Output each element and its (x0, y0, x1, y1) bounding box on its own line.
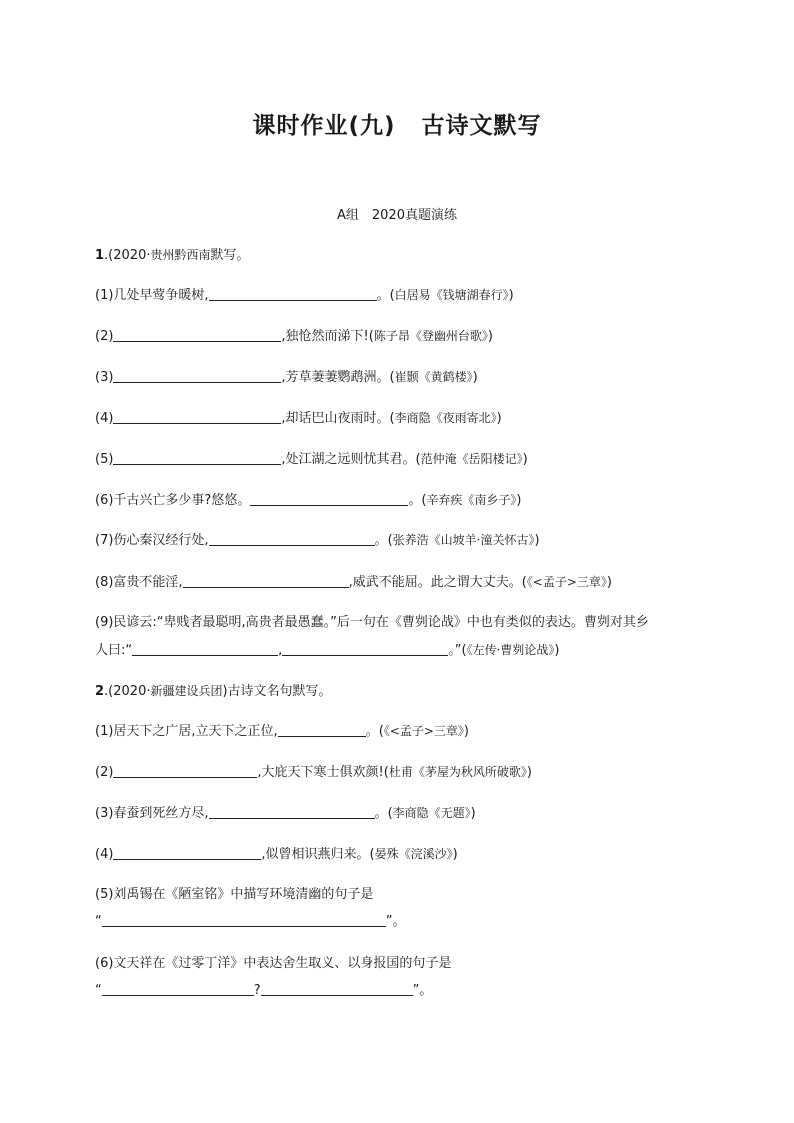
question-2-item-4: (4) ,似曾相识燕归来。(晏殊《浣溪沙》) (95, 847, 458, 862)
question-1-item-9-line-2: 人曰:“ , 。”(《左传·曹刿论战》) (95, 643, 560, 658)
question-2-item-5-line-1: (5)刘禹锡在《陋室铭》中描写环境清幽的句子是 (95, 887, 374, 902)
question-1-item-2: (2) ,独怆然而涕下!(陈子昂《登幽州台歌》) (95, 329, 493, 344)
question-2-header: 2.(2020·新疆建设兵团)古诗文名句默写。 (95, 684, 332, 699)
answer-blank[interactable] (209, 287, 377, 301)
question-1-item-3: (3) ,芳草萋萋鹦鹉洲。(崔颢《黄鹤楼》) (95, 370, 478, 385)
question-1-item-6: (6)千古兴亡多少事?悠悠。 。(辛弃疾《南乡子》) (95, 493, 522, 508)
question-2-item-3: (3)春蚕到死丝方尽, 。(李商隐《无题》) (95, 806, 476, 821)
question-number: 1 (95, 248, 105, 263)
question-2-item-6-line-1: (6)文天祥在《过零丁洋》中表达舍生取义、以身报国的句子是 (95, 956, 452, 971)
answer-blank[interactable] (209, 805, 375, 819)
answer-blank[interactable] (113, 328, 281, 342)
title-main: 课时作业(九) (252, 113, 396, 139)
source-region: 新疆建设兵团 (150, 684, 223, 698)
question-2-item-5-line-2: “ ”。 (95, 914, 406, 929)
question-2-item-2: (2) ,大庇天下寒士俱欢颜!(杜甫《茅屋为秋风所破歌》) (95, 765, 532, 780)
answer-blank[interactable] (102, 982, 254, 996)
answer-blank[interactable] (113, 764, 257, 778)
question-2-item-6-line-2: “ ? ”。 (95, 983, 433, 998)
answer-blank[interactable] (261, 982, 413, 996)
question-1-item-1: (1)几处早莺争暖树, 。(白居易《钱塘湖春行》) (95, 288, 514, 303)
question-1-item-7: (7)伤心秦汉经行处, 。(张养浩《山坡羊·潼关怀古》) (95, 533, 540, 548)
title-sub: 古诗文默写 (421, 113, 542, 139)
answer-blank[interactable] (113, 846, 261, 860)
answer-blank[interactable] (102, 913, 386, 927)
answer-blank[interactable] (113, 410, 281, 424)
question-1-header: 1.(2020·贵州黔西南默写。 (95, 248, 250, 263)
page-title (0, 107, 794, 140)
question-number: 2 (95, 684, 105, 699)
answer-blank[interactable] (282, 642, 448, 656)
answer-blank[interactable] (278, 723, 366, 737)
answer-blank[interactable] (113, 369, 281, 383)
question-1-item-5: (5) ,处江湖之远则忧其君。(范仲淹《岳阳楼记》) (95, 452, 528, 467)
question-2-item-1: (1)居天下之广居,立天下之正位, 。(《<孟子>三章》) (95, 724, 469, 739)
answer-blank[interactable] (183, 574, 349, 588)
answer-blank[interactable] (250, 492, 408, 506)
question-1-item-8: (8)富贵不能淫, ,威武不能屈。此之谓大丈夫。(《<孟子>三章》) (95, 575, 612, 590)
source-region: 贵州黔西南 (150, 248, 211, 262)
question-1-item-4: (4) ,却话巴山夜雨时。(李商隐《夜雨寄北》) (95, 411, 502, 426)
answer-blank[interactable] (132, 642, 278, 656)
answer-blank[interactable] (113, 451, 281, 465)
answer-blank[interactable] (209, 532, 375, 546)
question-1-item-9-line-1: (9)民谚云:“卑贱者最聪明,高贵者最愚蠢。”后一句在《曹刿论战》中也有类似的表达。曹刿对其乡 (95, 615, 649, 630)
section-heading: A组 2020真题演练 (337, 208, 457, 223)
